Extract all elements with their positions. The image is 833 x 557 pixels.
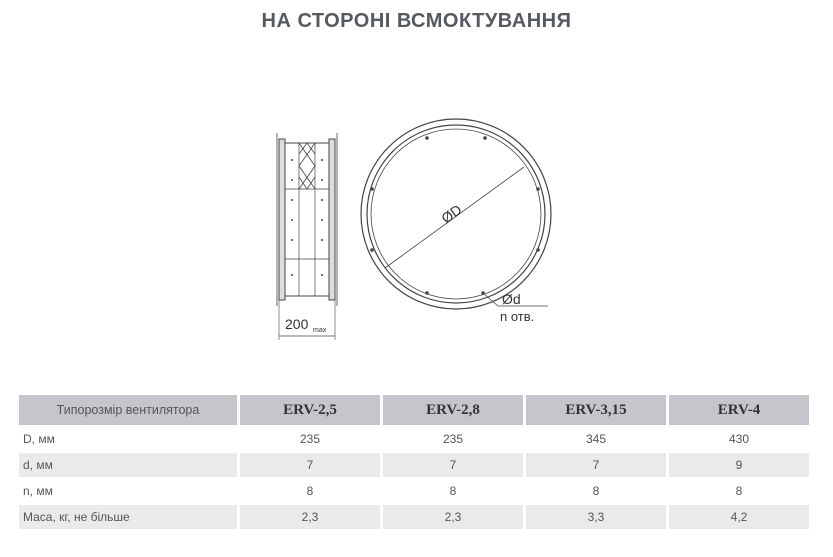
table-cell: 2,3 <box>240 505 380 529</box>
table-cell: 8 <box>669 479 809 503</box>
table-cell: 345 <box>526 427 666 451</box>
table-header-row <box>19 395 809 425</box>
table-cell: 8 <box>240 479 380 503</box>
model-header: ERV-2,8 <box>383 395 523 425</box>
model-header: ERV-4 <box>669 395 809 425</box>
table-cell: 7 <box>383 453 523 477</box>
specs-table <box>16 393 812 531</box>
table-cell: 7 <box>240 453 380 477</box>
row-label: n, мм <box>19 479 237 503</box>
table-cell: 8 <box>526 479 666 503</box>
model-header: ERV-2,5 <box>240 395 380 425</box>
table-cell: 235 <box>383 427 523 451</box>
model-header: ERV-3,15 <box>526 395 666 425</box>
diameter-label: ØD <box>438 201 465 227</box>
row-label: d, мм <box>19 453 237 477</box>
table-cell: 4,2 <box>669 505 809 529</box>
side-view <box>277 133 337 340</box>
table-cell: 9 <box>669 453 809 477</box>
width-dimension-label: 200 <box>285 316 309 332</box>
table-cell: 2,3 <box>383 505 523 529</box>
hole-diameter-label: Ød <box>502 291 521 307</box>
row-label: Маса, кг, не більше <box>19 505 237 529</box>
table-cell: 7 <box>526 453 666 477</box>
header-label: Типорозмір вентилятора <box>19 395 237 425</box>
table-cell: 430 <box>669 427 809 451</box>
page-title: НА СТОРОНІ ВСМОКТУВАННЯ <box>261 10 572 32</box>
width-dimension-sub: max <box>313 327 327 334</box>
hole-count-label: n отв. <box>500 309 535 324</box>
table-row <box>19 427 809 451</box>
table-cell: 235 <box>240 427 380 451</box>
table-cell: 3,3 <box>526 505 666 529</box>
table-row <box>19 453 809 477</box>
cross-hatch <box>299 143 315 189</box>
table-row <box>19 479 809 503</box>
table-row <box>19 505 809 529</box>
row-label: D, мм <box>19 427 237 451</box>
table-cell: 8 <box>383 479 523 503</box>
